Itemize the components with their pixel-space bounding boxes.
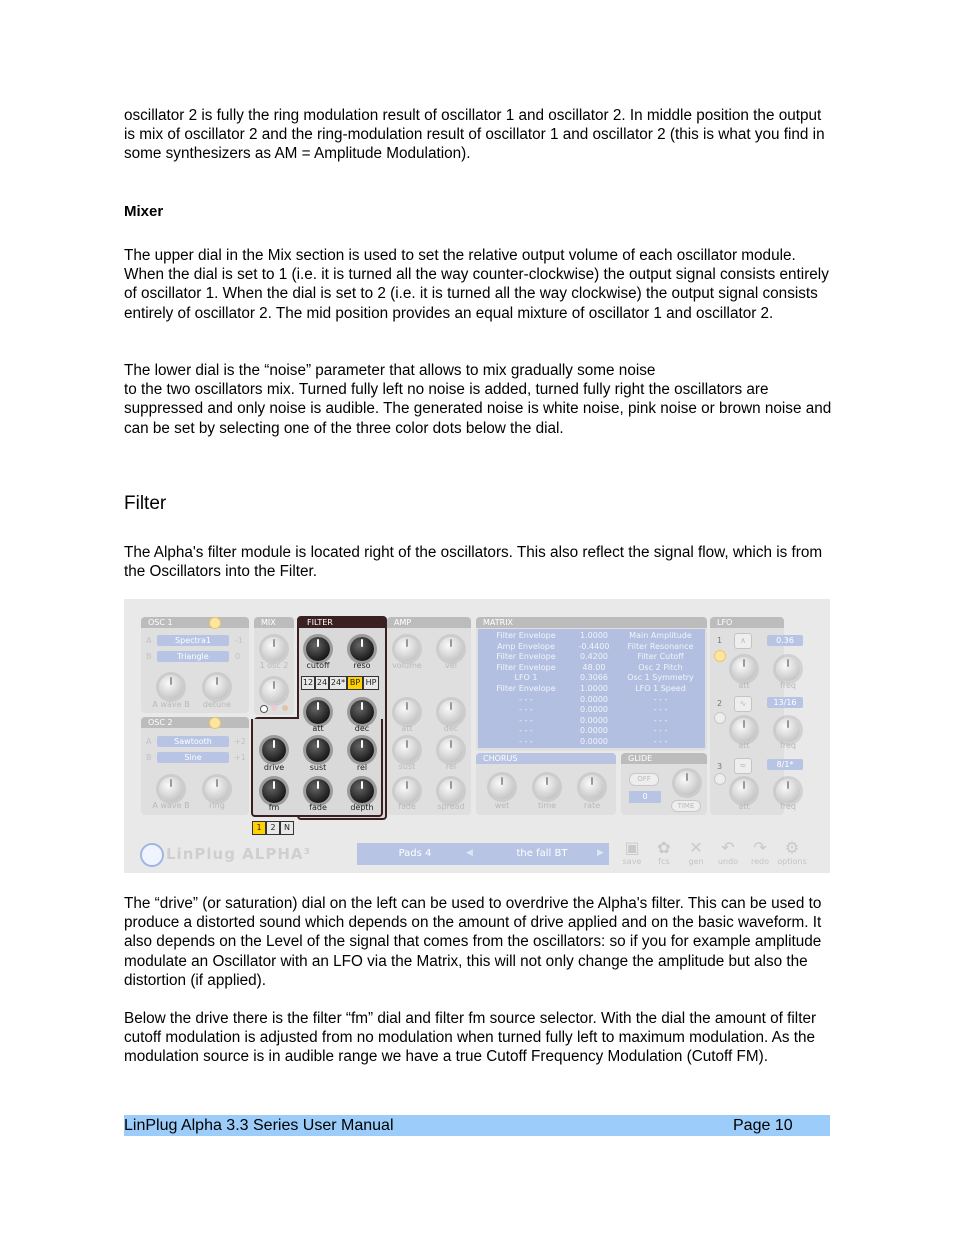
fm-source-n-button[interactable]: N (280, 821, 294, 835)
linplug-logo-icon (140, 843, 164, 867)
matrix-source[interactable]: Filter Envelope (496, 652, 556, 662)
lfo3-number: 3 (717, 762, 723, 771)
lfo3-rate-display[interactable]: 8/1* (767, 759, 803, 770)
filter-type-bp-button[interactable]: BP (347, 676, 363, 690)
lfo1-wave-button[interactable]: ∧ (734, 633, 752, 649)
matrix-destination[interactable]: - - - (653, 737, 668, 746)
mix-osc-knob[interactable] (262, 637, 286, 661)
matrix-source[interactable]: - - - (519, 705, 533, 715)
lfo1-att-knob[interactable] (732, 657, 756, 681)
filter-sust-knob[interactable] (306, 738, 330, 762)
lfo1-number: 1 (717, 636, 723, 645)
matrix-destination[interactable]: - - - (653, 705, 668, 715)
mix-panel (254, 617, 294, 715)
matrix-source[interactable]: Amp Envelope (497, 641, 555, 651)
para-top: oscillator 2 is fully the ring modulation result of oscillator 1 and oscillator 2. In middle position the output is mix of oscillator 2 and the ring-modulation result of oscillator 1 and oscillator 2 (this is what you find in some synthesizers as AM = Amplitude Modulation). (124, 107, 825, 163)
matrix-amount[interactable]: 0.0000 (580, 726, 608, 736)
matrix-amount[interactable]: 0.4200 (580, 652, 608, 662)
matrix-destination[interactable]: Osc 1 Symmetry (627, 673, 694, 683)
osc1-knob2-label: detune (202, 700, 232, 709)
lfo1-mono-icon[interactable] (714, 650, 726, 662)
lfo2-att-label: att (738, 741, 750, 750)
matrix-source[interactable]: - - - (519, 694, 533, 704)
filter-depth-knob[interactable] (350, 779, 374, 803)
gen-label: gen (688, 857, 704, 866)
noise-brown-dot-icon[interactable] (282, 705, 288, 711)
filter-rel-knob[interactable] (350, 738, 374, 762)
lfo2-freq-knob[interactable] (776, 718, 800, 742)
osc2-wave-b-select[interactable]: Sine (157, 752, 229, 763)
product-logo: LinPlug ALPHA³ (166, 845, 312, 863)
osc2-knob1-label: A wave B (152, 801, 190, 810)
filter-dec-label: dec (354, 724, 370, 733)
osc2-knob2-label: ring (209, 801, 225, 810)
fcs-label: fcs (658, 857, 670, 866)
lfo-panel (710, 617, 797, 815)
matrix-destination[interactable]: Filter Resonance (627, 641, 694, 651)
lfo3-att-label: att (738, 802, 750, 811)
chorus-time-label: time (537, 801, 557, 810)
preset-name[interactable]: the fall BT (516, 848, 568, 859)
osc1-knob1-label: A wave B (152, 700, 190, 709)
matrix-source[interactable]: Filter Envelope (496, 631, 556, 640)
matrix-amount[interactable]: 0.0000 (580, 715, 608, 725)
osc1-wave-b-select[interactable]: Triangle (157, 651, 229, 662)
filter-att-label: att (312, 724, 324, 733)
osc1-wave-knob[interactable] (159, 675, 183, 699)
amp-vel-label: vel (445, 661, 457, 670)
osc1-row-a: A (146, 636, 152, 645)
chorus-time-knob[interactable] (535, 775, 559, 799)
osc2-toggle-icon[interactable] (209, 717, 221, 729)
amp-vel-knob[interactable] (439, 637, 463, 661)
mixer-para-2-rest: to the two oscillators mix. Turned fully left no noise is added, turned fully right the oscillators are suppressed and only noise is audible. The generated noise is white noise, pink noise or brown noise and can be set by selecting one of the three color dots below the dial. (124, 381, 832, 437)
mix-noise-knob[interactable] (262, 679, 286, 703)
filter-cutoff-knob[interactable] (306, 637, 330, 661)
chorus-wet-label: wet (494, 801, 510, 810)
lfo3-p-icon[interactable] (714, 773, 726, 785)
gen-icon[interactable]: ✕ (689, 838, 703, 857)
lfo3-freq-label: freq (780, 802, 796, 811)
footer-page-number: Page 10 (733, 1117, 793, 1134)
mixer-para-2-line1: The lower dial is the “noise” parameter that allows to mix gradually some noise (124, 362, 656, 379)
osc2-val-b: +1 (234, 753, 246, 762)
fcs-icon[interactable]: ✿ (657, 838, 671, 857)
osc1-row-b: B (146, 652, 152, 661)
filter-drive-knob[interactable] (262, 738, 286, 762)
matrix-destination[interactable]: LFO 1 Speed (635, 684, 686, 693)
save-icon[interactable]: ▣ (624, 838, 640, 857)
filter-drive-label: drive (263, 763, 285, 772)
osc1-detune-knob[interactable] (205, 675, 229, 699)
matrix-amount[interactable]: 0.0000 (580, 705, 608, 715)
matrix-source[interactable]: Filter Envelope (496, 662, 556, 672)
lfo1-att-label: att (738, 681, 750, 690)
filter-fm-label: fm (268, 803, 280, 812)
filter-type-24star-button[interactable]: 24* (329, 676, 347, 690)
glide-title: GLIDE (621, 753, 707, 764)
matrix-source[interactable]: Filter Envelope (496, 684, 556, 693)
glide-off-button[interactable]: OFF (629, 773, 659, 786)
save-label: save (622, 857, 642, 866)
osc2-title: OSC 2 (141, 717, 249, 728)
mix-title: MIX (254, 617, 294, 628)
lfo2-rate-display[interactable]: 13/16 (767, 697, 803, 708)
filter-fade-label: fade (309, 803, 327, 812)
noise-pink-dot-icon[interactable] (271, 705, 277, 711)
filter-dec-knob[interactable] (350, 700, 374, 724)
matrix-amount[interactable]: -0.4400 (578, 641, 610, 651)
redo-icon[interactable]: ↷ (753, 838, 767, 857)
osc2-ring-knob[interactable] (205, 777, 229, 801)
filter-heading: Filter (124, 493, 167, 514)
amp-att-knob[interactable] (395, 700, 419, 724)
glide-time-button[interactable]: TIME (671, 800, 701, 812)
filter-para-2: The “drive” (or saturation) dial on the left can be used to overdrive the Alpha's filter. This can be used to produce a distorted sound which depends on the amount of drive applied and on the basic waveform. It also depends on the Level of the signal that comes from the oscillators: so if you for example amplitude modulate an Oscillator with an LFO via the Matrix, this will not only change the amplitude but also the distortion (if applied). (124, 895, 822, 989)
page-footer (124, 1115, 830, 1136)
matrix-destination[interactable]: Main Amplitude (629, 631, 692, 640)
glide-value[interactable]: 0 (629, 791, 661, 803)
lfo1-freq-knob[interactable] (776, 657, 800, 681)
amp-volume-knob[interactable] (395, 637, 419, 661)
amp-fade-label: fade (398, 802, 416, 811)
amp-volume-label: volume (392, 661, 422, 670)
redo-label: redo (750, 857, 769, 866)
chorus-rate-knob[interactable] (580, 775, 604, 799)
chorus-wet-knob[interactable] (490, 775, 514, 799)
matrix-source[interactable]: - - - (519, 726, 533, 736)
lfo2-wave-button[interactable]: ∿ (734, 696, 752, 712)
filter-title: FILTER (299, 618, 385, 628)
filter-reso-label: reso (353, 661, 371, 670)
matrix-panel (476, 617, 707, 751)
lfo1-rate-display[interactable]: 0.36 (767, 635, 803, 646)
osc1-val-b: 0 (235, 652, 241, 661)
lfo2-number: 2 (717, 699, 723, 708)
glide-time-knob[interactable] (675, 771, 699, 795)
osc2-panel (141, 717, 249, 815)
undo-icon[interactable]: ↶ (721, 838, 735, 857)
amp-panel (387, 617, 471, 815)
matrix-amount[interactable]: 0.0000 (580, 694, 608, 704)
matrix-destination[interactable]: Osc 2 Pitch (638, 662, 683, 672)
filter-para-3: Below the drive there is the filter “fm” dial and filter fm source selector. With the dial the amount of filter cutoff modulation is adjusted from no modulation when turned fully left to maximum modulation. As the modulation source is in audible range we have a true Cutoff Frequency Modulation (Cutoff FM). (124, 1010, 817, 1066)
lfo2-att-knob[interactable] (732, 718, 756, 742)
mixer-para-2 (124, 361, 834, 438)
fm-source-2-button[interactable]: 2 (266, 821, 280, 835)
amp-sust-knob[interactable] (395, 738, 419, 762)
osc2-wave-knob[interactable] (159, 777, 183, 801)
osc2-row-a: A (146, 737, 152, 746)
amp-title: AMP (387, 617, 471, 628)
filter-type-hp-button[interactable]: HP (363, 676, 379, 690)
filter-depth-label: depth (350, 803, 374, 812)
filter-cutoff-label: cutoff (306, 661, 330, 670)
amp-sust-label: sust (398, 762, 416, 771)
osc2-wave-a-select[interactable]: Sawtooth (157, 736, 229, 747)
lfo3-att-knob[interactable] (732, 779, 756, 803)
amp-dec-label: dec (443, 724, 459, 733)
filter-para-1: The Alpha's filter module is located right of the oscillators. This also reflect the signal flow, which is from the Oscillators into the Filter. (124, 544, 823, 581)
filter-fm-knob[interactable] (262, 779, 286, 803)
matrix-source[interactable]: LFO 1 (514, 673, 538, 683)
osc1-panel (141, 617, 249, 713)
lfo-title: LFO (710, 617, 784, 628)
matrix-destination[interactable]: - - - (653, 715, 668, 725)
lfo3-freq-knob[interactable] (776, 779, 800, 803)
options-gear-icon[interactable]: ⚙ (784, 838, 800, 857)
matrix-table (478, 629, 705, 748)
fm-source-1-button[interactable]: 1 (252, 821, 266, 835)
amp-att-label: att (401, 724, 413, 733)
filter-sust-label: sust (309, 763, 327, 772)
matrix-amount[interactable]: 0.0000 (580, 737, 608, 746)
matrix-title: MATRIX (476, 617, 707, 628)
matrix-amount[interactable]: 0.3066 (580, 673, 608, 683)
noise-white-dot-icon[interactable] (260, 705, 268, 713)
matrix-source[interactable]: - - - (519, 715, 533, 725)
matrix-amount[interactable]: 1.0000 (580, 631, 608, 640)
mixer-para-1: The upper dial in the Mix section is used to set the relative output volume of each oscillator module. When the dial is set to 1 (i.e. it is turned all the way counter-clockwise) the output signal consists entirely of oscillator 1. When the dial is set to 2 (i.e. it is turned all the way clockwise) the output signal consists entirely of oscillator 2. The mid position provides an equal mixture of oscillator 1 and oscillator 2. (124, 247, 829, 322)
osc1-val-a: -1 (235, 636, 243, 645)
glide-panel (621, 753, 707, 815)
footer-title: LinPlug Alpha 3.3 Series User Manual (124, 1117, 394, 1134)
lfo2-p-icon[interactable] (714, 712, 726, 724)
options-label: options (777, 857, 807, 866)
chorus-title: CHORUS (476, 753, 616, 764)
osc2-row-b: B (146, 753, 152, 762)
osc1-title: OSC 1 (141, 617, 249, 628)
osc1-wave-a-select[interactable]: Spectra1 (157, 635, 229, 646)
filter-reso-knob[interactable] (350, 637, 374, 661)
mix-osc-label: 1 osc 2 (259, 661, 289, 670)
chorus-rate-label: rate (583, 801, 601, 810)
preset-prev-arrow-icon[interactable]: ◀ (466, 848, 473, 858)
filter-fade-knob[interactable] (306, 779, 330, 803)
matrix-amount[interactable]: 1.0000 (580, 684, 608, 693)
lfo3-wave-button[interactable]: ≈ (734, 758, 752, 774)
osc1-toggle-icon[interactable] (209, 617, 221, 629)
chorus-panel (476, 753, 616, 815)
bank-name[interactable]: Pads 4 (398, 848, 432, 859)
matrix-destination[interactable]: - - - (653, 726, 668, 736)
lfo1-freq-label: freq (780, 681, 796, 690)
undo-label: undo (717, 857, 739, 866)
mixer-heading: Mixer (124, 203, 164, 220)
matrix-amount[interactable]: 48.00 (582, 662, 606, 672)
amp-spread-label: spread (437, 802, 465, 811)
matrix-source[interactable]: - - - (519, 737, 533, 746)
lfo2-freq-label: freq (780, 741, 796, 750)
osc2-val-a: +2 (234, 737, 246, 746)
amp-dec-knob[interactable] (439, 700, 463, 724)
filter-rel-label: rel (356, 763, 368, 772)
matrix-destination[interactable]: - - - (653, 694, 668, 704)
filter-type-12-button[interactable]: 12 (301, 676, 315, 690)
amp-fade-knob[interactable] (395, 779, 419, 803)
preset-next-arrow-icon[interactable]: ▶ (597, 848, 604, 858)
filter-type-24-button[interactable]: 24 (315, 676, 329, 690)
amp-spread-knob[interactable] (439, 779, 463, 803)
matrix-destination[interactable]: Filter Cutoff (637, 652, 684, 662)
synth-screenshot (124, 599, 830, 873)
amp-rel-knob[interactable] (439, 738, 463, 762)
filter-att-knob[interactable] (306, 700, 330, 724)
amp-rel-label: rel (445, 762, 457, 771)
